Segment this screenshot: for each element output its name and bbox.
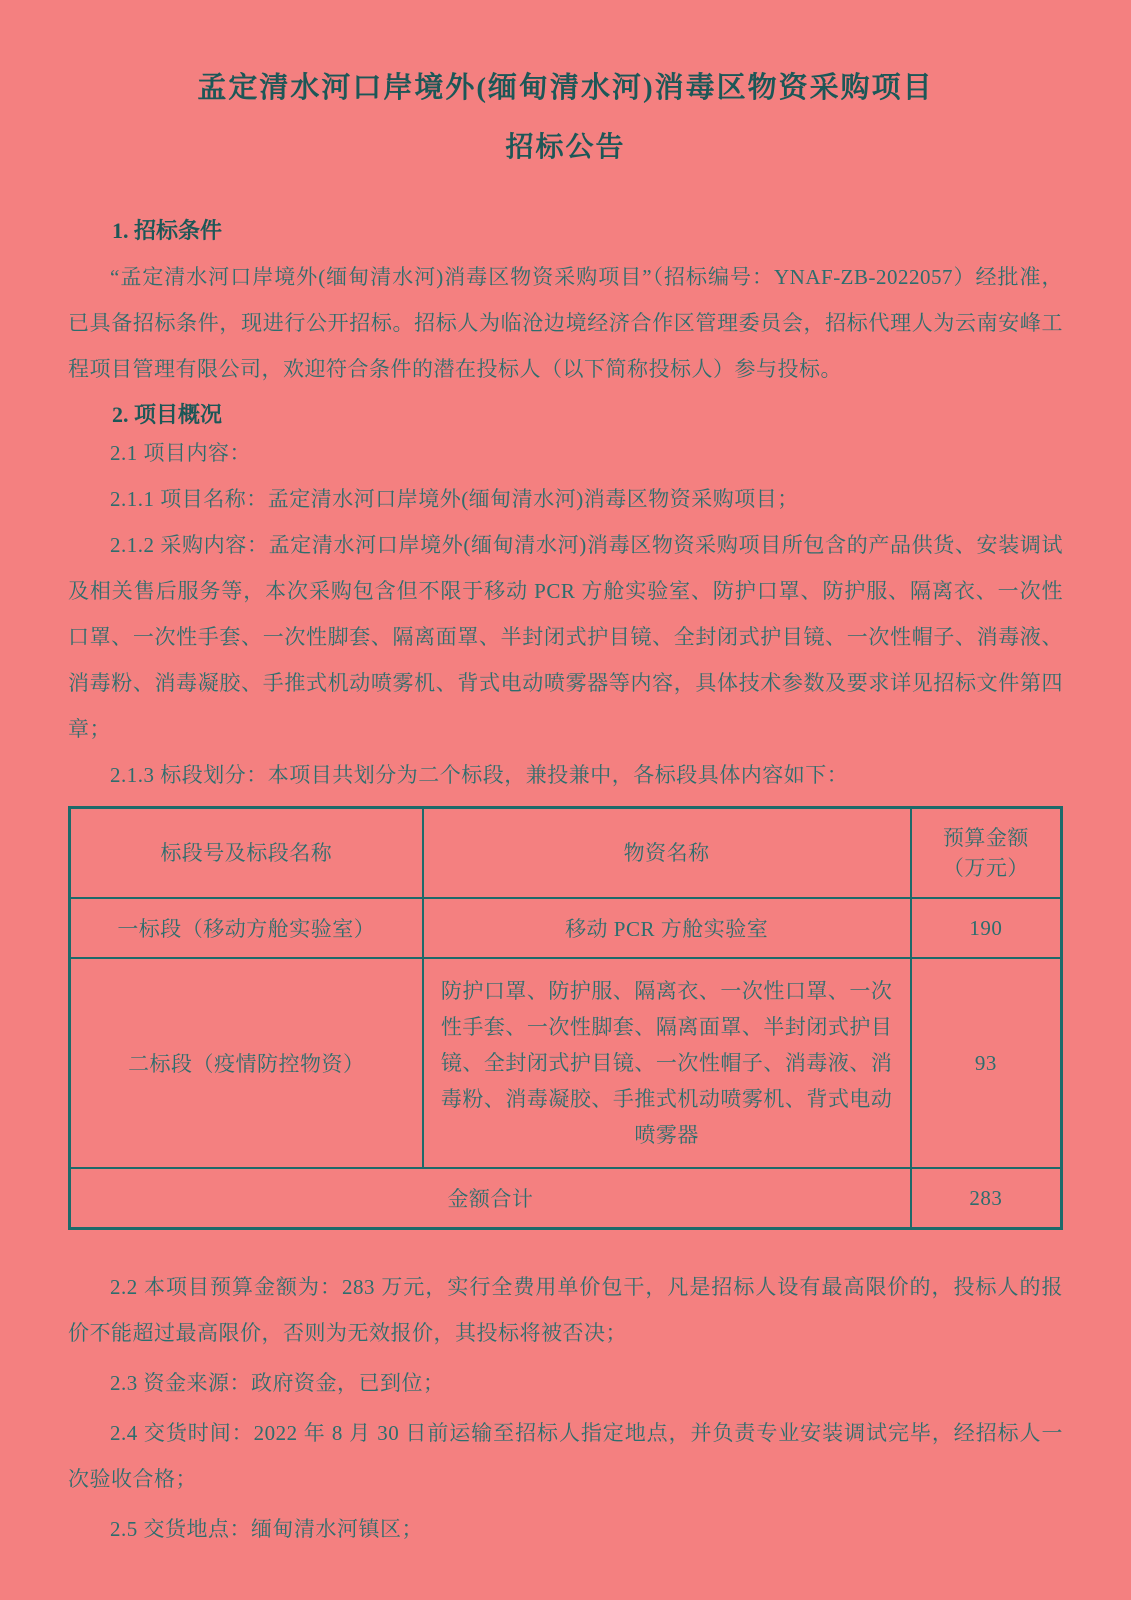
lot2-goods-cell: 防护口罩、防护服、隔离衣、一次性口罩、一次性手套、一次性脚套、隔离面罩、半封闭式护目镜、全封闭式护目镜、一次性帽子、消毒液、消毒粉、消毒凝胶、手推式机动喷雾机、背式电动喷雾器 [423, 958, 911, 1168]
lot-table-header-section: 标段号及标段名称 [70, 808, 423, 899]
total-value-cell: 283 [911, 1168, 1062, 1229]
lot-table-row-1 [70, 898, 1062, 958]
clause-2-2: 2.2 本项目预算金额为：283 万元，实行全费用单价包干，凡是招标人设有最高限价的，投标人的报价不能超过最高限价，否则为无效报价，其投标将被否决； [68, 1275, 1063, 1345]
clause-2-3: 2.3 资金来源：政府资金，已到位； [110, 1371, 445, 1395]
section-2-heading: 2. 项目概况 [112, 402, 223, 427]
lot1-section-cell: 一标段（移动方舱实验室） [70, 898, 423, 958]
lot-table-row-2 [70, 958, 1062, 1168]
clause-2-4: 2.4 交货时间：2022 年 8 月 30 日前运输至招标人指定地点，并负责专业安装调试完毕，经招标人一次验收合格； [68, 1421, 1063, 1491]
lot-table-total-row [70, 1168, 1062, 1229]
lot1-budget-cell: 190 [911, 898, 1062, 958]
clause-2-1: 2.1 项目内容： [110, 441, 251, 465]
lot2-section-cell: 二标段（疫情防控物资） [70, 958, 423, 1168]
lot-table-header-goods: 物资名称 [423, 808, 911, 899]
document-title: 孟定清水河口岸境外(缅甸清水河)消毒区物资采购项目 [197, 72, 934, 104]
lot-table-header-budget [911, 808, 1062, 899]
document-subtitle: 招标公告 [505, 132, 626, 163]
lot1-goods-cell: 移动 PCR 方舱实验室 [423, 898, 911, 958]
clause-2-5: 2.5 交货地点：缅甸清水河镇区； [110, 1517, 423, 1541]
lot-table-header-budget-line1: 预算金额 [942, 826, 1029, 850]
lot-table [68, 806, 1063, 1230]
section-1-body: “孟定清水河口岸境外(缅甸清水河)消毒区物资采购项目”（招标编号：YNAF-ZB-2022057）经批准，已具备招标条件，现进行公开招标。招标人为临沧边境经济合作区管理委员会，招标代理人为云南安峰工程项目管理有限公司，欢迎符合条件的潜在投标人（以下简称投标人）参与投标。 [68, 265, 1063, 381]
clause-2-1-1: 2.1.1 项目名称：孟定清水河口岸境外(缅甸清水河)消毒区物资采购项目； [110, 487, 799, 511]
clause-2-1-3: 2.1.3 标段划分：本项目共划分为二个标段，兼投兼中，各标段具体内容如下： [110, 763, 849, 787]
lot-table-header-budget-line2: （万元） [942, 856, 1029, 880]
clause-2-1-2: 2.1.2 采购内容：孟定清水河口岸境外(缅甸清水河)消毒区物资采购项目所包含的产品供货、安装调试及相关售后服务等，本次采购包含但不限于移动 PCR 方舱实验室、防护口罩、防护服、隔离衣、一次性口罩、一次性手套、一次性脚套、隔离面罩、半封闭式护目镜、全封闭式护目镜、一次性帽子、消毒液、消毒粉、消毒凝胶、手推式机动喷雾机、背式电动喷雾器等内容，具体技术参数及要求详见招标文件第四章； [68, 533, 1063, 741]
total-label-cell: 金额合计 [70, 1168, 911, 1229]
lot2-budget-cell: 93 [911, 958, 1062, 1168]
section-1-heading: 1. 招标条件 [112, 218, 223, 243]
lot-table-header-row [70, 808, 1062, 899]
